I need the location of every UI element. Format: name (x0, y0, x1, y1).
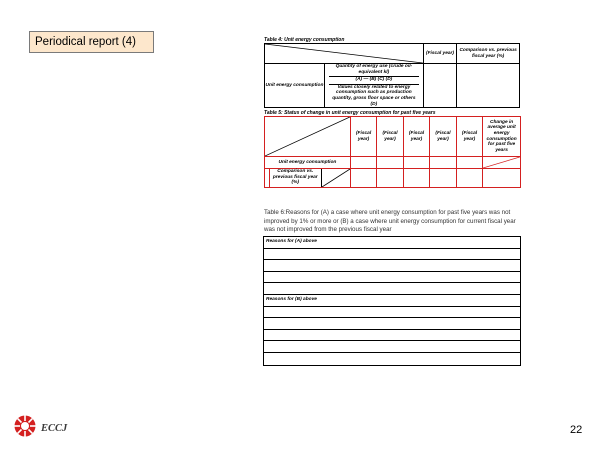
table6-row (264, 249, 520, 261)
table6-row (264, 341, 520, 353)
table5-five-year-status (264, 116, 521, 188)
table5-r1-c2 (377, 157, 403, 169)
table5-header-fiscal-4: (Fiscal year) (430, 117, 456, 157)
table4-value-comparison (457, 64, 520, 108)
table6-section-b-label: Reasons for (B) above (264, 295, 520, 307)
table6-row (264, 283, 520, 295)
logo-text: ECCJ (41, 423, 68, 434)
table6-row (264, 318, 520, 330)
slide-title-badge: Periodical report (4) (29, 31, 154, 53)
table5-r2-c2 (377, 169, 403, 188)
table5-row2-label-cell (269, 169, 350, 188)
table5-row1-label: Unit energy consumption (265, 157, 351, 169)
table5-r1-c1 (350, 157, 376, 169)
table4-header-fiscal: (Fiscal year) (423, 44, 456, 64)
table4-formula-bottom: Values closely related to energy consumption such as production quantity, gross floor space or others (D) (329, 84, 419, 107)
table5-r2-c3 (403, 169, 429, 188)
table6-section-a-label: Reasons for (A) above (264, 237, 520, 249)
table5-header-fiscal-5: (Fiscal year) (456, 117, 482, 157)
table5-header-fiscal-3: (Fiscal year) (403, 117, 429, 157)
table6-row (264, 330, 520, 342)
table4-formula-cell (324, 64, 423, 108)
table4-formula-top: Quantity of energy use (crude oil-equivalent kl) (335, 64, 413, 75)
table5-header-fiscal-2: (Fiscal year) (377, 117, 403, 157)
table6-row (264, 272, 520, 284)
table6-row (264, 260, 520, 272)
table5-r2-c4 (430, 169, 456, 188)
table5-r1-c5 (456, 157, 482, 169)
table4-row-label: Unit energy consumption (265, 64, 325, 108)
table6-row (264, 307, 520, 319)
table5-r1-change-diagonal (483, 157, 521, 169)
table5-r2-c5 (456, 169, 482, 188)
table6-row (264, 353, 520, 365)
table5-r2-c6 (483, 169, 521, 188)
table5-row2-label: Comparison vs. previous fiscal year (%) (272, 169, 318, 186)
table5-header-fiscal-1: (Fiscal year) (350, 117, 376, 157)
table5-r1-c3 (403, 157, 429, 169)
table6-caption: Table 6:Reasons for (A) a case where unit energy consumption for past five years was not improved by 1% or more or (B) a case where unit energy consumption for current fiscal year was not improved from the previous fiscal year (264, 209, 516, 234)
table5-caption: Table 5: Status of change in unit energy consumption for past five years (264, 110, 436, 116)
table5-header-change: Change in average unit energy consumption for past five years (483, 117, 521, 157)
table5-diagonal-cell (265, 117, 351, 157)
table4-formula-mid: (A) — (B) (C) (D) (329, 76, 419, 83)
page-number: 22 (570, 424, 583, 436)
table4-header-comparison: Comparison vs. previous fiscal year (%) (457, 44, 520, 64)
table5-r1-c4 (430, 157, 456, 169)
table5-row2-diagonal (321, 169, 350, 187)
table5-r2-c1 (350, 169, 376, 188)
table4-value-fiscal (423, 64, 456, 108)
table6-reasons (263, 236, 521, 366)
table4-diagonal-cell (265, 44, 424, 64)
table4-unit-energy (264, 43, 520, 108)
table4-caption: Table 4: Unit energy consumption (264, 37, 345, 43)
